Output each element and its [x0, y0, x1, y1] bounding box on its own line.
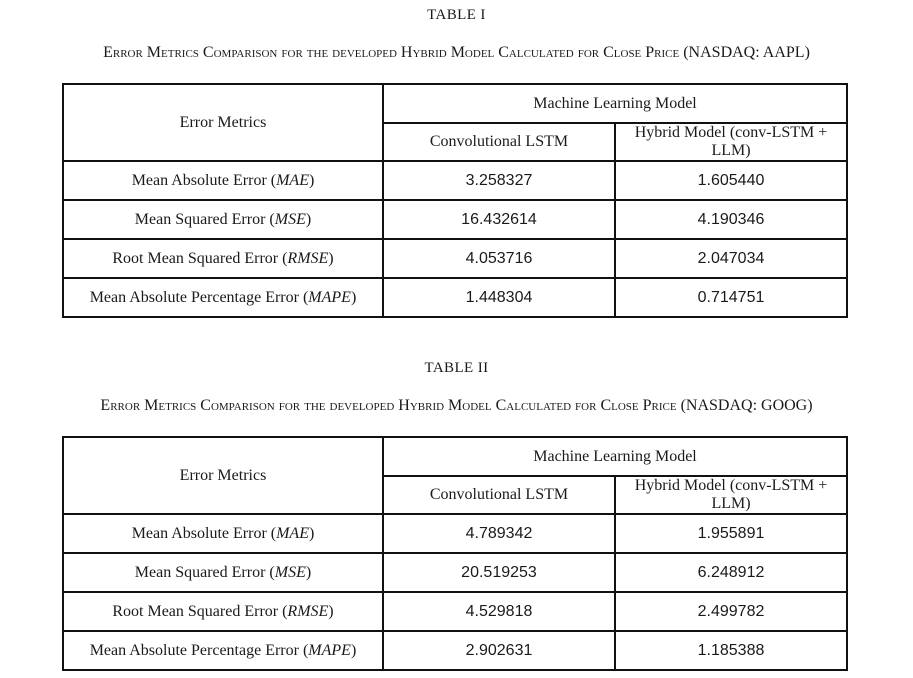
header-hybrid-model: Hybrid Model (conv-LSTM + LLM): [615, 123, 847, 161]
table-1: [62, 83, 848, 318]
table-row: [63, 161, 847, 200]
lstm-value: 1.448304: [383, 278, 615, 317]
hybrid-value: 1.955891: [615, 514, 847, 553]
header-error-metrics: Error Metrics: [63, 437, 383, 514]
hybrid-value: 2.047034: [615, 239, 847, 278]
hybrid-value: 6.248912: [615, 553, 847, 592]
table-row: [63, 239, 847, 278]
table-row: [63, 631, 847, 670]
header-error-metrics: Error Metrics: [63, 84, 383, 161]
table-2-caption: Error Metrics Comparison for the developed Hybrid Model Calculated for Close Price (NASDAQ: GOOG): [100, 397, 813, 414]
header-conv-lstm: Convolutional LSTM: [383, 123, 615, 161]
lstm-value: 3.258327: [383, 161, 615, 200]
lstm-value: 20.519253: [383, 553, 615, 592]
header-model-group: Machine Learning Model: [383, 437, 847, 476]
table-1-number: TABLE I: [427, 7, 486, 23]
metric-name: Mean Absolute Percentage Error (MAPE): [63, 631, 383, 670]
hybrid-value: 1.605440: [615, 161, 847, 200]
hybrid-value: 1.185388: [615, 631, 847, 670]
lstm-value: 16.432614: [383, 200, 615, 239]
header-model-group: Machine Learning Model: [383, 84, 847, 123]
header-conv-lstm: Convolutional LSTM: [383, 476, 615, 514]
table-row: [63, 553, 847, 592]
metric-name: Root Mean Squared Error (RMSE): [63, 592, 383, 631]
header-hybrid-model: Hybrid Model (conv-LSTM + LLM): [615, 476, 847, 514]
table-2-number: TABLE II: [424, 360, 489, 376]
table-1-caption: Error Metrics Comparison for the developed Hybrid Model Calculated for Close Price (NASDAQ: AAPL): [103, 44, 810, 61]
table-row: [63, 514, 847, 553]
metric-name: Mean Absolute Error (MAE): [63, 514, 383, 553]
lstm-value: 4.789342: [383, 514, 615, 553]
metric-name: Mean Absolute Error (MAE): [63, 161, 383, 200]
metric-name: Mean Absolute Percentage Error (MAPE): [63, 278, 383, 317]
table-row: [63, 278, 847, 317]
lstm-value: 4.053716: [383, 239, 615, 278]
table-row: [63, 592, 847, 631]
table-2: [62, 436, 848, 671]
metric-name: Root Mean Squared Error (RMSE): [63, 239, 383, 278]
hybrid-value: 4.190346: [615, 200, 847, 239]
metric-name: Mean Squared Error (MSE): [63, 200, 383, 239]
hybrid-value: 2.499782: [615, 592, 847, 631]
metric-name: Mean Squared Error (MSE): [63, 553, 383, 592]
table-row: [63, 200, 847, 239]
lstm-value: 4.529818: [383, 592, 615, 631]
hybrid-value: 0.714751: [615, 278, 847, 317]
lstm-value: 2.902631: [383, 631, 615, 670]
